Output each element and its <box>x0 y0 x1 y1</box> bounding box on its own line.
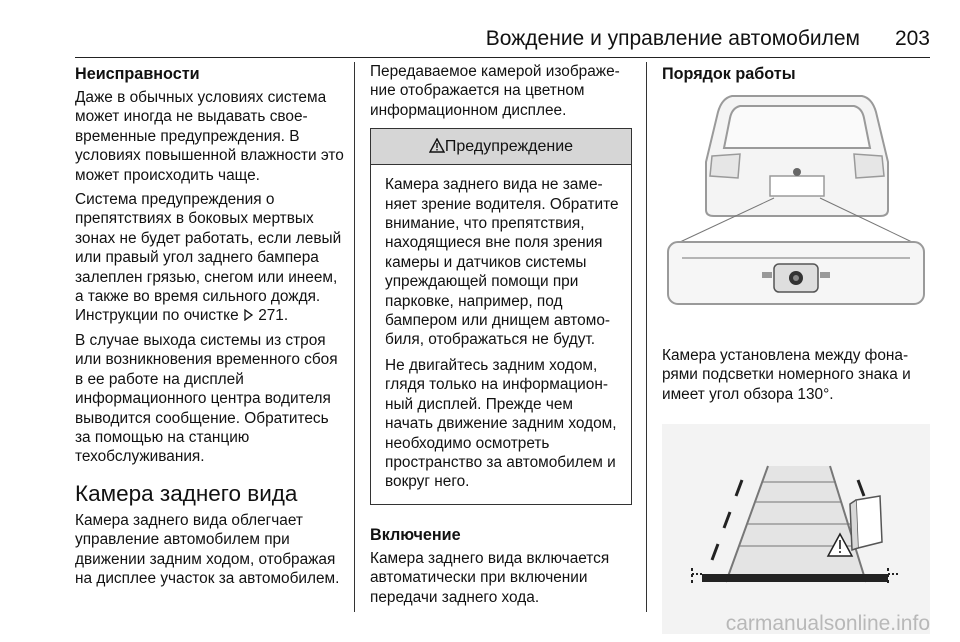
arrow-reference-icon <box>243 307 254 324</box>
camera-display-guidelines-illustration <box>662 424 930 634</box>
warning-body <box>371 165 631 504</box>
running-header-title: Вождение и управление автомобилем <box>485 27 860 50</box>
column-divider-right <box>646 62 647 612</box>
page-reference-link[interactable]: 271. <box>258 307 289 325</box>
column-divider-left <box>354 62 355 612</box>
paragraph: Камера заднего вида не заменяет зрение водителя. Обратите внимание, что препятствия, находящиеся вне поля зрения камеры и датчиков системы упреждающей помощи при парковке, например, под бампером или днищем автомобиля, отображаться не будут. <box>385 176 619 349</box>
paragraph: Камера заднего вида облегчает управление автомобилем при движении задним ходом, отображая на дисплее участок за автомобилем. <box>75 511 340 587</box>
watermark: carmanualsonline.info <box>725 612 930 635</box>
paragraph: Даже в обычных условиях система может иногда не выдавать своевременные предупреждения. В условиях повышенной влажности это может происходить чаще. <box>75 89 344 184</box>
right-column <box>662 62 930 634</box>
paragraph: Передаваемое камерой изображение отображается на цветном информационном дисплее. <box>370 63 620 119</box>
main-heading-rear-camera: Камера заднего вида <box>75 480 298 506</box>
image-caption: Камера установлена между фонарями подсветки номерного знака и имеет угол обзора 130°. <box>662 347 911 403</box>
middle-column <box>370 62 632 612</box>
paragraph: Не двигайтесь задним ходом, глядя только на информационный дисплей. Прежде чем начать движение задним ходом, необходимо осмотреть пространство за автомобилем и вокруг него. <box>385 356 617 491</box>
paragraph: В случае выхода системы из строя или возникновения временного сбоя в ее работе на дисплей информационного центра водителя выводится сообщение. Обратитесь за помощью на станцию техобслуживания. <box>75 331 338 466</box>
paragraph: Камера заднего вида включается автоматически при включении передачи заднего хода. <box>370 549 610 606</box>
section-heading-operation: Порядок работы <box>662 65 796 83</box>
left-column <box>75 62 345 593</box>
paragraph <box>75 190 345 326</box>
subheading-activation: Включение <box>370 525 461 544</box>
page-number: 203 <box>894 27 930 50</box>
warning-triangle-icon <box>429 138 445 155</box>
warning-header <box>371 129 631 165</box>
warning-box <box>370 128 632 505</box>
car-rear-camera-illustration <box>662 92 930 318</box>
section-heading-malfunctions: Неисправности <box>75 65 200 83</box>
paragraph-text: Система предупреждения о препятствиях в боковых мертвых зонах не будет работать, если левый или правый угол заднего бампера залеплен грязью, снегом или инеем, а также во время сильного дождя. Инструкции по очистке <box>75 191 342 325</box>
warning-title: Предупреждение <box>444 138 574 156</box>
header-rule <box>75 57 930 58</box>
